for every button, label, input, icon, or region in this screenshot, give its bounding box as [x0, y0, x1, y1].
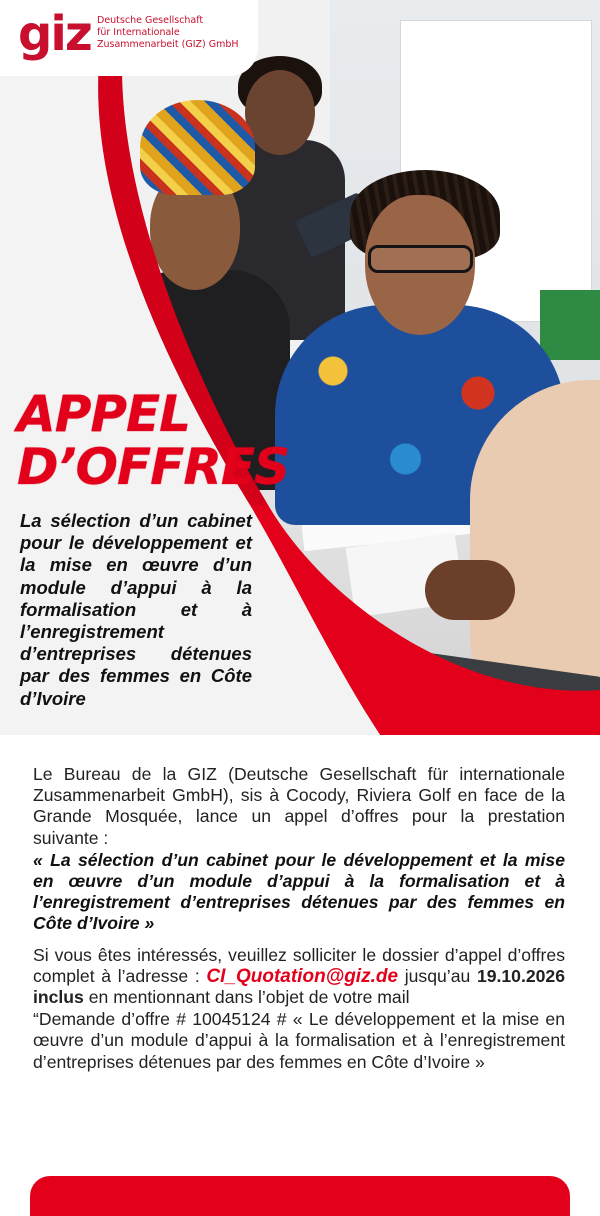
announcement-body — [33, 764, 565, 1073]
deadline-date: 19.10.2026 inclus — [33, 965, 565, 1008]
logo-line-3: Zusammenarbeit (GIZ) GmbH — [97, 39, 239, 50]
subtitle: La sélection d’un cabinet pour le développement et la mise en œuvre d’un module d’appui à la formalisation et à l’enregistrement d’entreprises détenues par des femmes en Côte d’Ivoire — [20, 510, 252, 709]
headline-line-2: D’OFFRES — [17, 438, 289, 496]
service-quote: « La sélection d’un cabinet pour le développement et la mise en œuvre d’un module d’appui à la formalisation et à l’enregistrement d’entreprises détenues par des femmes en Côte d’Ivoire » — [33, 849, 565, 934]
giz-logo — [0, 0, 258, 76]
mail-subject-line: “Demande d’offre # 10045124 # « Le développement et la mise en œuvre d’un module d’appui à la formalisation et à l’enregistrement d’entreprises détenues par des femmes en Côte d’Ivoire » — [33, 1009, 565, 1072]
until-text: jusqu’au — [398, 965, 477, 986]
request-prefix: Si vous êtes intéressés, veuillez solliciter le dossier d’appel d’offres complet à l’adresse : — [33, 944, 565, 986]
logo-text — [97, 15, 239, 51]
headline-line-1: APPEL — [17, 385, 191, 443]
logo-mark: giz — [18, 6, 91, 62]
headline — [17, 385, 289, 496]
request-paragraph — [33, 945, 565, 1009]
logo-line-1: Deutsche Gesellschaft — [97, 15, 204, 26]
intro-paragraph: Le Bureau de la GIZ (Deutsche Gesellschaft für internationale Zusammenarbeit GmbH), sis à Cocody, Riviera Golf en face de la Grande Mosquée, lance un appel d’offres pour la prestation suivante : — [33, 764, 565, 848]
bottom-red-bar — [30, 1176, 570, 1216]
logo-line-2: für Internationale — [97, 27, 180, 38]
mention-text: en mentionnant dans l’objet de votre mail — [83, 987, 410, 1008]
contact-email-link[interactable]: CI_Quotation@giz.de — [206, 965, 399, 987]
